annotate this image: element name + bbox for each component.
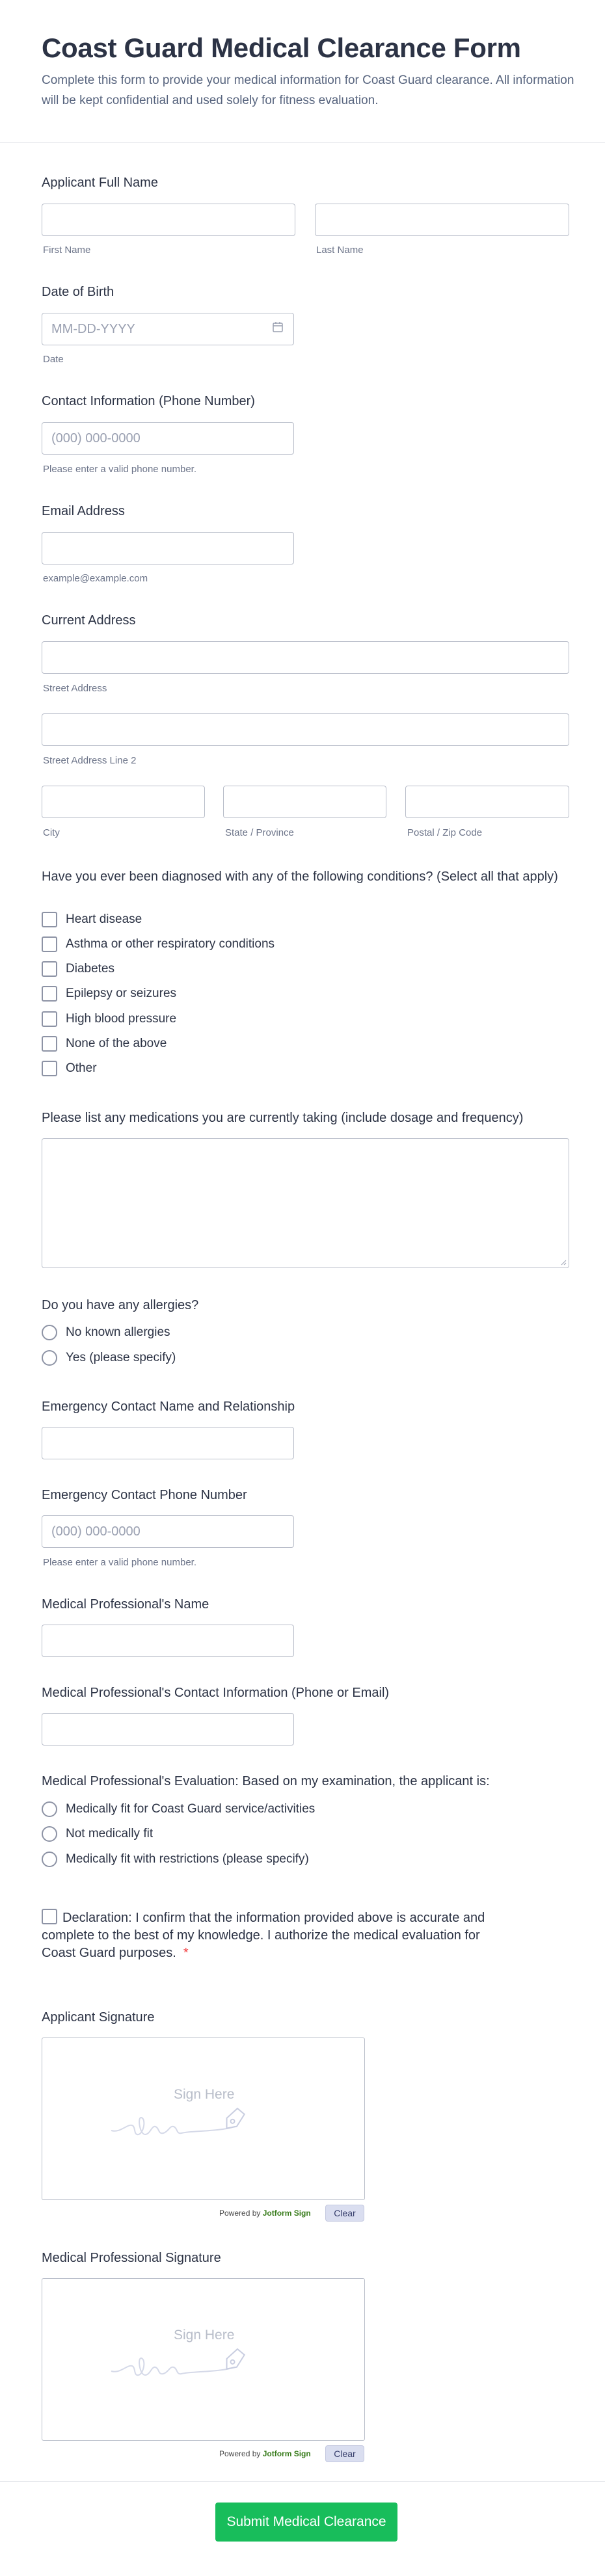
email-label: Email Address — [42, 504, 125, 518]
form-subtitle: Complete this form to provide your medical information for Coast Guard clearance. All information will be kept confidential and used solely for fitness evaluation. — [42, 73, 574, 107]
footer-divider — [0, 2481, 605, 2482]
radio[interactable] — [42, 1325, 57, 1340]
medications-label: Please list any medications you are currently taking (include dosage and frequency) — [42, 1111, 524, 1125]
checkbox[interactable] — [42, 936, 57, 952]
option-label: High blood pressure — [66, 1012, 177, 1026]
email-input[interactable] — [42, 532, 294, 564]
option-label: Not medically fit — [66, 1827, 154, 1840]
option-label: Heart disease — [66, 912, 142, 926]
dob-sublabel: Date — [43, 354, 64, 365]
calendar-icon[interactable] — [271, 321, 284, 338]
condition-option-diabetes[interactable] — [42, 961, 114, 977]
option-label: None of the above — [66, 1037, 167, 1050]
professional-signature-pad[interactable] — [42, 2278, 365, 2441]
declaration[interactable] — [42, 1909, 491, 1962]
option-label: Medically fit with restrictions (please specify) — [66, 1852, 309, 1866]
phone-input[interactable] — [42, 422, 294, 455]
dob-label: Date of Birth — [42, 285, 114, 299]
email-sublabel: example@example.com — [43, 573, 148, 584]
condition-option-other[interactable] — [42, 1061, 97, 1076]
radio[interactable] — [42, 1852, 57, 1867]
applicant-signature-label: Applicant Signature — [42, 2010, 155, 2025]
professional-name-label: Medical Professional's Name — [42, 1597, 209, 1612]
first-name-input[interactable] — [42, 204, 295, 236]
evaluation-option-fit-restrictions[interactable] — [42, 1852, 309, 1867]
powered-brand[interactable]: Jotform Sign — [262, 2209, 311, 2218]
full-name-label: Applicant Full Name — [42, 176, 158, 190]
required-mark: * — [183, 1946, 189, 1960]
professional-powered-by — [219, 2449, 311, 2458]
allergies-label: Do you have any allergies? — [42, 1298, 199, 1312]
emergency-name-label: Emergency Contact Name and Relationship — [42, 1400, 295, 1414]
applicant-powered-by — [219, 2209, 311, 2218]
dob-placeholder: MM-DD-YYYY — [51, 321, 135, 336]
radio[interactable] — [42, 1350, 57, 1366]
emergency-phone-sublabel: Please enter a valid phone number. — [43, 1557, 196, 1568]
powered-prefix: Powered by — [219, 2449, 261, 2458]
condition-option-asthma[interactable] — [42, 936, 275, 952]
last-name-sublabel: Last Name — [316, 245, 364, 256]
resize-handle-icon[interactable] — [560, 1259, 567, 1266]
evaluation-label: Medical Professional's Evaluation: Based on my examination, the applicant is: — [42, 1774, 490, 1788]
professional-name-input[interactable] — [42, 1625, 294, 1657]
checkbox[interactable] — [42, 961, 57, 977]
radio[interactable] — [42, 1826, 57, 1842]
option-label: No known allergies — [66, 1325, 170, 1339]
checkbox[interactable] — [42, 986, 57, 1002]
first-name-sublabel: First Name — [43, 245, 91, 256]
powered-brand[interactable]: Jotform Sign — [262, 2449, 311, 2458]
emergency-name-input[interactable] — [42, 1427, 294, 1459]
emergency-phone-placeholder: (000) 000-0000 — [51, 1524, 141, 1539]
checkbox[interactable] — [42, 912, 57, 927]
emergency-phone-input[interactable] — [42, 1515, 294, 1548]
signature-scribble-icon — [107, 2345, 302, 2384]
state-input[interactable] — [223, 786, 386, 818]
evaluation-option-not-fit[interactable] — [42, 1826, 153, 1842]
submit-button[interactable]: Submit Medical Clearance — [215, 2503, 397, 2542]
address-label: Current Address — [42, 613, 136, 628]
phone-sublabel: Please enter a valid phone number. — [43, 464, 196, 475]
powered-prefix: Powered by — [219, 2209, 261, 2218]
evaluation-option-fit[interactable] — [42, 1801, 315, 1817]
zip-input[interactable] — [405, 786, 569, 818]
condition-option-high-blood-pressure[interactable] — [42, 1011, 176, 1027]
checkbox[interactable] — [42, 1011, 57, 1027]
checkbox[interactable] — [42, 1036, 57, 1052]
signature-scribble-icon — [107, 2105, 302, 2144]
header-divider — [0, 142, 605, 143]
phone-label: Contact Information (Phone Number) — [42, 394, 255, 408]
applicant-signature-clear-button[interactable]: Clear — [325, 2205, 364, 2222]
city-input[interactable] — [42, 786, 205, 818]
option-label: Medically fit for Coast Guard service/activities — [66, 1802, 316, 1816]
sign-here-text: Sign Here — [174, 2087, 235, 2102]
last-name-input[interactable] — [315, 204, 569, 236]
street-address-input[interactable] — [42, 641, 569, 674]
sign-here-text: Sign Here — [174, 2328, 235, 2343]
declaration-checkbox[interactable] — [42, 1909, 57, 1924]
condition-option-epilepsy[interactable] — [42, 986, 176, 1002]
medications-textarea[interactable] — [42, 1138, 569, 1268]
conditions-label: Have you ever been diagnosed with any of the following conditions? (Select all that apply) — [42, 870, 558, 884]
professional-signature-clear-button[interactable]: Clear — [325, 2445, 364, 2462]
professional-contact-input[interactable] — [42, 1713, 294, 1746]
emergency-phone-label: Emergency Contact Phone Number — [42, 1488, 247, 1502]
city-sublabel: City — [43, 827, 60, 838]
street-address-sublabel: Street Address — [43, 683, 107, 694]
condition-option-none[interactable] — [42, 1036, 167, 1052]
option-label: Diabetes — [66, 962, 114, 976]
dob-input[interactable] — [42, 313, 294, 345]
option-label: Epilepsy or seizures — [66, 987, 177, 1000]
allergy-option-none[interactable] — [42, 1325, 170, 1340]
option-label: Yes (please specify) — [66, 1351, 176, 1364]
checkbox[interactable] — [42, 1061, 57, 1076]
declaration-text: Declaration: I confirm that the information provided above is accurate and complete to the best of my knowledge. I authorize the medical evaluation for Coast Guard purposes. — [42, 1911, 485, 1960]
condition-option-heart-disease[interactable] — [42, 912, 142, 927]
option-label: Other — [66, 1061, 97, 1075]
form-title: Coast Guard Medical Clearance Form — [42, 33, 521, 63]
applicant-signature-pad[interactable] — [42, 2038, 365, 2200]
option-label: Asthma or other respiratory conditions — [66, 937, 275, 951]
phone-placeholder: (000) 000-0000 — [51, 431, 141, 445]
zip-sublabel: Postal / Zip Code — [407, 827, 483, 838]
street-address-2-sublabel: Street Address Line 2 — [43, 755, 137, 766]
radio[interactable] — [42, 1801, 57, 1817]
professional-contact-label: Medical Professional's Contact Information (Phone or Email) — [42, 1686, 390, 1700]
allergy-option-yes[interactable] — [42, 1350, 176, 1366]
professional-signature-label: Medical Professional Signature — [42, 2251, 221, 2265]
state-sublabel: State / Province — [225, 827, 294, 838]
street-address-2-input[interactable] — [42, 713, 569, 746]
